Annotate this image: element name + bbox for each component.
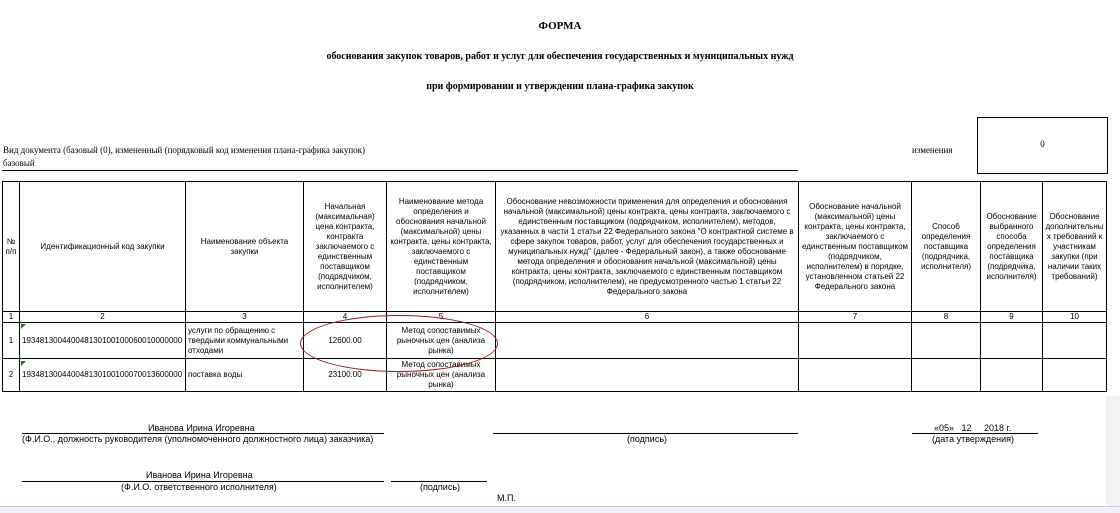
- right-scroll-edge[interactable]: [1106, 396, 1120, 512]
- col-header: № п/п: [3, 182, 20, 312]
- table-header-row: [3, 182, 1107, 312]
- change-code-box[interactable]: [977, 117, 1108, 174]
- column-number: 8: [912, 312, 981, 323]
- extra-requirements-cell[interactable]: [1043, 323, 1107, 359]
- column-number-row: [3, 312, 1107, 323]
- row-number[interactable]: 1: [3, 323, 20, 359]
- column-number: 10: [1043, 312, 1107, 323]
- price-justification-cell[interactable]: [799, 359, 912, 392]
- executor-caption: (Ф.И.О. ответственного исполнителя): [121, 482, 277, 492]
- column-number: 2: [20, 312, 186, 323]
- method-justification-cell[interactable]: [981, 359, 1043, 392]
- extra-requirements-cell[interactable]: [1043, 359, 1107, 392]
- form-title: ФОРМА: [538, 20, 582, 32]
- col-header: Начальная (максимальная) цена контракта, контракта заключаемого с единственным поставщиком (подрядчиком, исполнителем): [304, 182, 387, 312]
- procurement-table: [2, 181, 1107, 392]
- col-header: Обоснование начальной (максимальной) цены контракта, цены контракта, заключаемого с единственным поставщиком (подрядчиком, исполнителем) в порядке, установленном статьей 22 Федерального закона: [799, 182, 912, 312]
- method-justification-cell[interactable]: [981, 323, 1043, 359]
- column-number: 4: [304, 312, 387, 323]
- supplier-method-cell[interactable]: [912, 323, 981, 359]
- object-name-cell[interactable]: поставка воды: [186, 359, 304, 392]
- doc-type-label: Вид документа (базовый (0), измененный (порядковый код изменения плана-графика закупок): [3, 145, 366, 155]
- doc-type-value: базовый: [3, 158, 35, 168]
- col-header: Наименование метода определения и обоснования начальной (максимальной) цены контракта, цены контракта, заключаемого с единственным поставщиком (подрядчиком, исполнителем): [387, 182, 496, 312]
- executor-signature-caption: (подпись): [420, 482, 461, 492]
- price-cell[interactable]: 12600.00: [304, 323, 387, 359]
- date-caption: (дата утверждения): [932, 434, 1015, 444]
- method-cell[interactable]: Метод сопоставимых рыночных цен (анализа рынка): [387, 323, 496, 359]
- col-header: Обоснование выбранного способа определения поставщика (подрядчика, исполнителя): [981, 182, 1043, 312]
- highlight-oval: [300, 315, 498, 372]
- cell-error-marker-icon: [21, 361, 26, 366]
- supplier-method-cell[interactable]: [912, 359, 981, 392]
- column-number: 7: [799, 312, 912, 323]
- method-cell[interactable]: Метод сопоставимых рыночных цен (анализа рынка): [387, 359, 496, 392]
- signature-caption: (подпись): [627, 434, 668, 444]
- form-subtitle-2: при формировании и утверждении плана-графика закупок: [426, 81, 694, 92]
- column-number: 6: [496, 312, 799, 323]
- stamp-placeholder: М.П.: [497, 493, 516, 503]
- table-row: [3, 359, 1107, 392]
- price-justification-cell[interactable]: [799, 323, 912, 359]
- executor-name: Иванова Ирина Игоревна: [146, 470, 253, 480]
- price-cell[interactable]: 23100.00: [304, 359, 387, 392]
- col-header: Обоснование невозможности применения для определения и обоснования начальной (максимальной) цены контракта, цены контракта, заключаемого с единственным поставщиком (подрядчиком, исполнителем), методов, указанных в части 1 статьи 22 Федерального закона "О контрактной системе в сфере закупок товаров, работ, услуг для обеспечения государственных и муниципальных нужд" (далее - Федеральный закон), а также обоснование метода определения и обоснования начальной (максимальной) цены контракта, цены контракта, заключаемого с единственным поставщиком (подрядчиком, исполнителем), не предусмотренного частью 1 статьи 22 Федерального закона: [496, 182, 799, 312]
- justification-cell[interactable]: [496, 359, 799, 392]
- head-name: Иванова Ирина Игоревна: [148, 423, 255, 433]
- column-number: 9: [981, 312, 1043, 323]
- col-header: Наименование объекта закупки: [186, 182, 304, 312]
- col-header: Идентификационный код закупки: [20, 182, 186, 312]
- approval-date: «05» 12 2018 г.: [934, 423, 1012, 433]
- object-name-cell[interactable]: услуги по обращению с твердыми коммунальными отходами: [186, 323, 304, 359]
- column-number: 3: [186, 312, 304, 323]
- procurement-code-cell[interactable]: 193481300440048130100100070013600000: [20, 359, 186, 392]
- col-header: Способ определения поставщика (подрядчика, исполнителя): [912, 182, 981, 312]
- doc-type-underline: [2, 170, 798, 171]
- column-number: 5: [387, 312, 496, 323]
- cell-error-marker-icon: [21, 324, 26, 329]
- row-number[interactable]: 2: [3, 359, 20, 392]
- form-subtitle: обоснования закупок товаров, работ и услуг для обеспечения государственных и муниципальных нужд: [326, 51, 794, 62]
- table-row: [3, 323, 1107, 359]
- head-caption: (Ф.И.О., должность руководителя (уполномоченного должностного лица) заказчика): [22, 434, 374, 444]
- procurement-code-cell[interactable]: 193481300440048130100100060010000000: [20, 323, 186, 359]
- col-header: Обоснование дополнительны х требований к участникам закупки (при наличии таких требований): [1043, 182, 1107, 312]
- column-number: 1: [3, 312, 20, 323]
- change-code-value: 0: [1040, 139, 1045, 149]
- justification-cell[interactable]: [496, 323, 799, 359]
- change-label: изменения: [912, 145, 953, 155]
